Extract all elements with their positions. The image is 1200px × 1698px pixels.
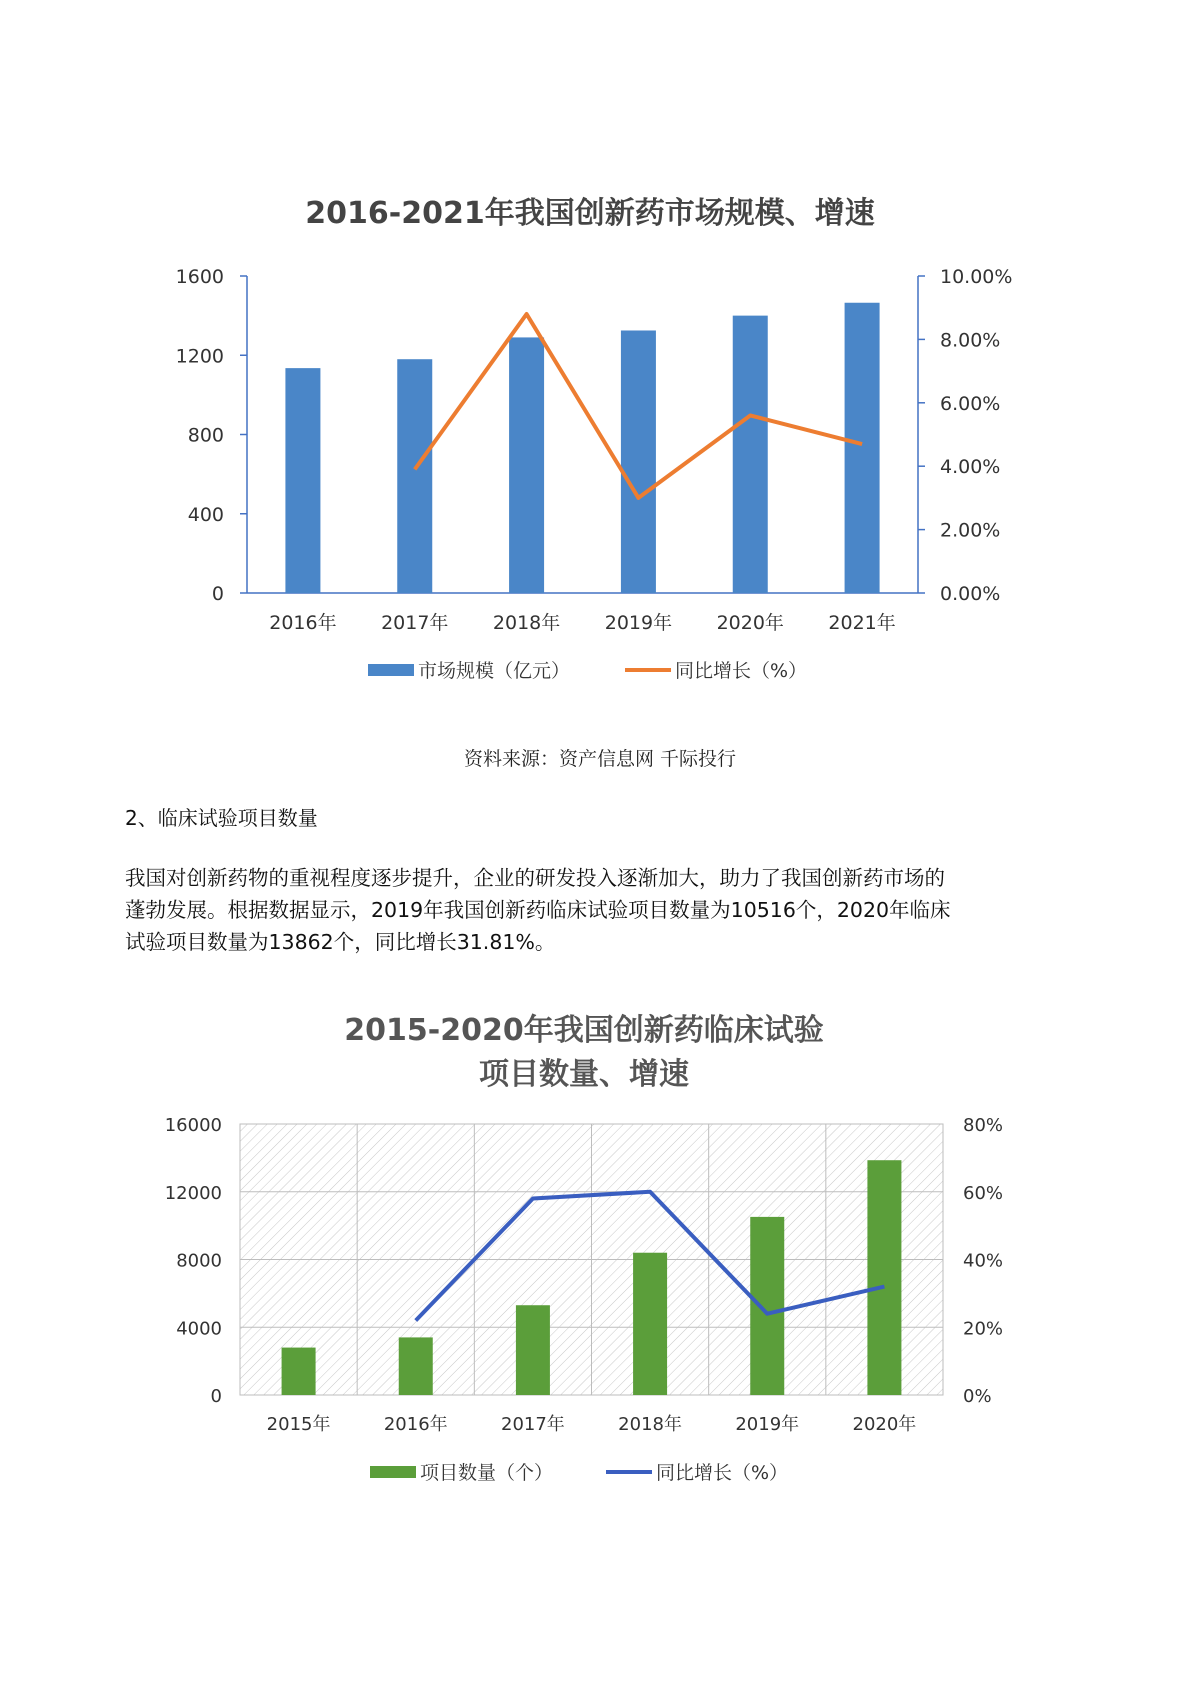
- legend-label-line: 同比增长（%）: [675, 660, 808, 682]
- right-axis-tick-label: 0.00%: [940, 583, 1001, 605]
- left-axis-tick-label: 1600: [175, 266, 224, 288]
- left-axis-tick-label: 4000: [176, 1318, 222, 1340]
- section-heading: 2、临床试验项目数量: [125, 806, 318, 830]
- left-axis-tick-label: 16000: [164, 1115, 222, 1136]
- bar: [282, 1348, 316, 1395]
- bar: [621, 330, 656, 593]
- right-axis-tick-label: 6.00%: [940, 392, 1001, 415]
- market-size-chart-svg: [0, 180, 1200, 700]
- category-label: 2021年: [828, 612, 896, 634]
- category-label: 2015年: [266, 1414, 331, 1435]
- legend-swatch-bar: [370, 1466, 416, 1478]
- category-label: 2019年: [735, 1414, 800, 1435]
- body-paragraph: [125, 862, 1085, 958]
- category-label: 2020年: [716, 612, 784, 634]
- right-axis-tick-label: 80%: [963, 1115, 1004, 1136]
- category-label: 2016年: [269, 612, 337, 634]
- bar: [285, 368, 320, 593]
- bar: [750, 1217, 784, 1395]
- bar: [509, 337, 544, 593]
- bar: [397, 359, 432, 593]
- legend-label-line: 同比增长（%）: [656, 1462, 789, 1484]
- right-axis-tick-label: 10.00%: [940, 266, 1013, 288]
- chart-title: 2016-2021年我国创新药市场规模、增速: [305, 196, 875, 231]
- clinical-trials-chart-svg: [0, 995, 1200, 1515]
- left-axis-tick-label: 8000: [176, 1250, 222, 1272]
- clinical-trials-chart: [0, 995, 1200, 1515]
- chart-title: 2015-2020年我国创新药临床试验: [344, 1013, 824, 1048]
- legend-label-bar: 项目数量（个）: [420, 1462, 554, 1484]
- left-axis-tick-label: 12000: [164, 1182, 222, 1204]
- bar: [399, 1337, 433, 1395]
- right-axis-tick-label: 20%: [963, 1318, 1004, 1340]
- bar: [733, 316, 768, 593]
- category-label: 2019年: [604, 612, 673, 634]
- category-label: 2018年: [492, 612, 561, 634]
- chart-title: 项目数量、增速: [479, 1057, 689, 1092]
- right-axis-tick-label: 40%: [963, 1250, 1004, 1272]
- bar: [845, 303, 880, 593]
- left-axis-tick-label: 1200: [175, 345, 224, 368]
- category-label: 2018年: [618, 1414, 682, 1435]
- left-axis-tick-label: 400: [187, 503, 224, 526]
- paragraph-line: 试验项目数量为13862个，同比增长31.81%。: [125, 930, 556, 954]
- right-axis-tick-label: 8.00%: [940, 329, 1001, 352]
- market-size-chart: [0, 180, 1200, 700]
- bar: [867, 1160, 901, 1395]
- right-axis-tick-label: 60%: [963, 1182, 1004, 1204]
- bar: [633, 1253, 667, 1395]
- right-axis-tick-label: 0%: [963, 1386, 992, 1407]
- left-axis-tick-label: 800: [187, 424, 224, 447]
- category-label: 2017年: [381, 612, 449, 634]
- source-line: 资料来源：资产信息网 千际投行: [463, 748, 737, 770]
- category-label: 2020年: [852, 1414, 917, 1435]
- left-axis-tick-label: 0: [211, 583, 224, 605]
- right-axis-tick-label: 2.00%: [940, 519, 1001, 542]
- right-axis-tick-label: 4.00%: [940, 456, 1001, 479]
- legend-label-bar: 市场规模（亿元）: [418, 660, 571, 682]
- category-label: 2017年: [501, 1414, 565, 1435]
- left-axis-tick-label: 0: [210, 1386, 222, 1407]
- paragraph-line: 蓬勃发展。根据数据显示，2019年我国创新药临床试验项目数量为10516个，2020年临床: [125, 898, 951, 922]
- bar: [516, 1305, 550, 1395]
- legend-swatch-bar: [368, 664, 414, 676]
- category-label: 2016年: [383, 1414, 448, 1435]
- paragraph-line: 我国对创新药物的重视程度逐步提升，企业的研发投入逐渐加大，助力了我国创新药市场的: [125, 866, 945, 890]
